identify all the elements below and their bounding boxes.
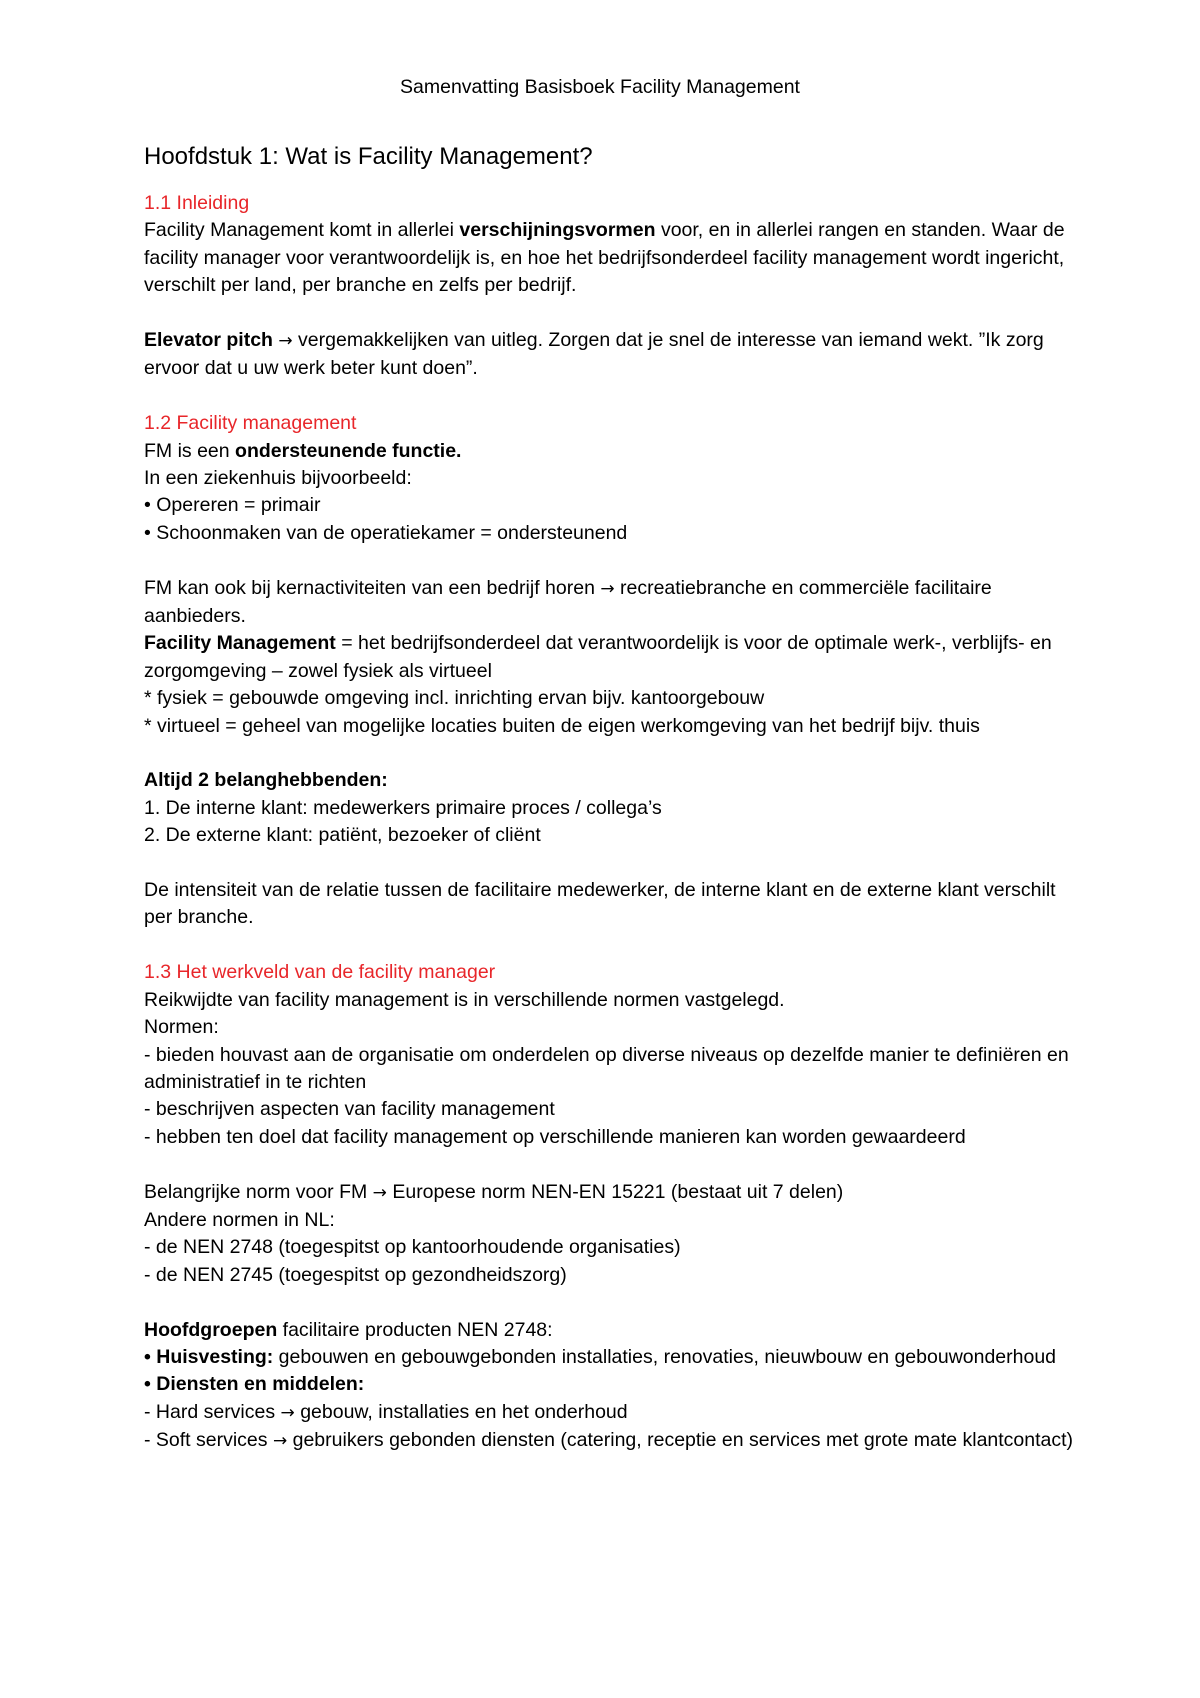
section-title-1-2: 1.2 Facility management (144, 412, 357, 435)
list-item: • Diensten en middelen: (144, 1373, 365, 1396)
list-item: - beschrijven aspecten van facility management (144, 1098, 555, 1121)
list-item: * virtueel = geheel van mogelijke locaties buiten de eigen werkomgeving van het bedrijf bijv. thuis (144, 714, 980, 737)
list-item: 1. De interne klant: medewerkers primaire proces / collega’s (144, 796, 662, 819)
text-line: Belangrijke norm voor FM → Europese norm NEN-EN 15221 (bestaat uit 7 delen) (144, 1180, 844, 1203)
list-item: - de NEN 2745 (toegespitst op gezondheidszorg) (144, 1263, 567, 1286)
arrow-right-icon: → (600, 578, 615, 599)
list-item: - hebben ten doel dat facility management op verschillende manieren kan worden gewaardeerd (144, 1125, 966, 1148)
arrow-right-icon: → (272, 1431, 288, 1452)
text-line: In een ziekenhuis bijvoorbeeld: (144, 467, 412, 490)
arrow-right-icon: → (280, 1402, 295, 1423)
chapter-title: Hoofdstuk 1: Wat is Facility Management? (144, 143, 593, 170)
paragraph-elevator-pitch: Elevator pitch → vergemakkelijken van uitleg. Zorgen dat je snel de interesse van iemand wekt. ”Ik zorg ervoor dat u uw werk beter kunt doen”. (144, 329, 1044, 380)
paragraph: De intensiteit van de relatie tussen de facilitaire medewerker, de interne klant en de externe klant verschilt per branche. (144, 879, 1056, 929)
text-line: Altijd 2 belanghebbenden: (144, 769, 388, 792)
paragraph-intro: Facility Management komt in allerlei verschijningsvormen voor, en in allerlei rangen en standen. Waar de facility manager voor verantwoordelijk is, en hoe het bedrijfsonderdeel facility management wordt ingericht, verschilt per land, per branche en zelfs per bedrijf. (144, 219, 1065, 297)
text-line: Andere normen in NL: (144, 1208, 335, 1231)
running-header: Samenvatting Basisboek Facility Management (400, 76, 800, 98)
list-item: 2. De externe klant: patiënt, bezoeker of cliënt (144, 824, 541, 847)
list-item: • Huisvesting: gebouwen en gebouwgebonden installaties, renovaties, nieuwbouw en gebouwonderhoud (144, 1345, 1057, 1368)
text-line: FM is een ondersteunende functie. (144, 439, 462, 462)
text-line: Reikwijdte van facility management is in verschillende normen vastgelegd. (144, 988, 785, 1011)
list-item: - Hard services → gebouw, installaties en het onderhoud (144, 1400, 628, 1423)
list-item: * fysiek = gebouwde omgeving incl. inrichting ervan bijv. kantoorgebouw (144, 687, 765, 710)
list-item: - bieden houvast aan de organisatie om onderdelen op diverse niveaus op dezelfde manier te definiëren en administratief in te richten (144, 1043, 1069, 1093)
text-line: FM kan ook bij kernactiviteiten van een bedrijf horen → recreatiebranche en commerciële facilitaire aanbieders. (144, 576, 992, 628)
arrow-right-icon: → (278, 331, 293, 352)
section-title-1-3: 1.3 Het werkveld van de facility manager (144, 961, 496, 984)
list-item: • Opereren = primair (144, 494, 321, 517)
definition: Facility Management = het bedrijfsonderdeel dat verantwoordelijk is voor de optimale werk-, verblijfs- en zorgomgeving – zowel fysiek als virtueel (144, 632, 1052, 682)
arrow-right-icon: → (372, 1182, 387, 1203)
list-item: - Soft services → gebruikers gebonden diensten (catering, receptie en services met grote mate klantcontact) (144, 1429, 1074, 1452)
text-line: Normen: (144, 1016, 219, 1039)
section-title-1-1: 1.1 Inleiding (144, 192, 250, 214)
list-item: - de NEN 2748 (toegespitst op kantoorhoudende organisaties) (144, 1236, 681, 1259)
list-item: • Schoonmaken van de operatiekamer = ondersteunend (144, 521, 628, 544)
text-line: Hoofdgroepen facilitaire producten NEN 2748: (144, 1318, 553, 1341)
document-body (144, 140, 1074, 1456)
